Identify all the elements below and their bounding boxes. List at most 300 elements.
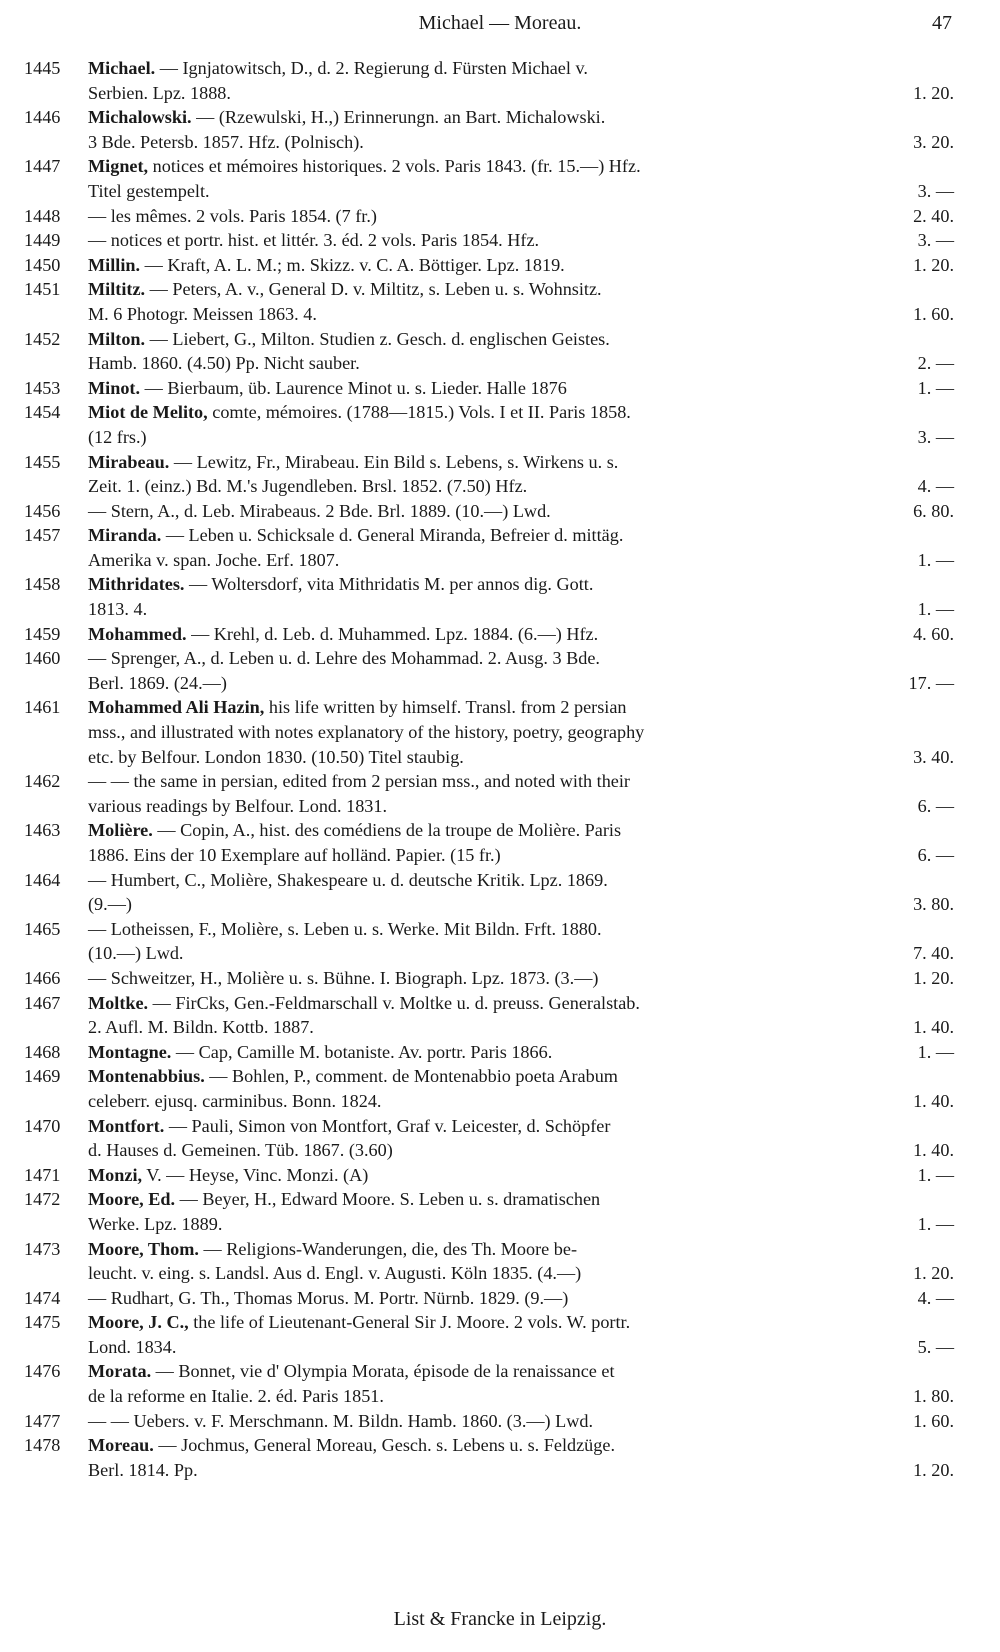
entry-price: 3. — (917, 180, 954, 201)
entry-number: 1452 (24, 328, 61, 349)
page-number: 47 (932, 12, 952, 34)
catalog-entry (24, 204, 954, 229)
entry-description: — Beyer, H., Edward Moore. S. Leben u. s. dramatischen (175, 1189, 601, 1210)
entry-description: 2. Aufl. M. Bildn. Kottb. 1887. (88, 1017, 314, 1038)
entry-line (88, 1384, 954, 1409)
entry-headword: Mohammed. (88, 623, 187, 644)
entry-text (88, 400, 631, 425)
entry-number: 1449 (24, 230, 61, 251)
entry-price: 6. — (917, 845, 954, 865)
entry-line (88, 1335, 954, 1360)
catalog-entry (24, 1286, 954, 1311)
catalog-entry (24, 523, 954, 572)
entry-number: 1477 (24, 1410, 61, 1431)
catalog-entry (24, 1114, 954, 1163)
entry-headword: Moore, Ed. (88, 1189, 176, 1210)
entry-text (88, 1187, 600, 1212)
entry-text (88, 1433, 615, 1458)
entry-headword: Moore, Thom. (88, 1238, 199, 1259)
entry-price: 4. 60. (913, 623, 954, 644)
catalog-entry (24, 1409, 954, 1434)
entry-number: 1445 (24, 58, 61, 78)
entry-text (88, 450, 618, 475)
catalog-entry (24, 646, 954, 695)
catalog-entry (24, 499, 954, 524)
entry-line (88, 1433, 954, 1458)
entry-description: — Kraft, A. L. M.; m. Skizz. v. C. A. Böttiger. Lpz. 1819. (140, 254, 565, 275)
catalog-entry (24, 991, 954, 1040)
entry-text (88, 105, 605, 130)
entry-text (88, 695, 627, 720)
entry-description: M. 6 Photogr. Meissen 1863. 4. (88, 303, 317, 324)
entry-text (88, 1261, 581, 1286)
entry-description: — Cap, Camille M. botaniste. Av. portr. Paris 1866. (171, 1041, 553, 1062)
entry-number: 1471 (24, 1164, 61, 1185)
entry-headword: Moltke. (88, 992, 149, 1013)
entry-headword: Montenabbius. (88, 1066, 205, 1087)
entry-price: 1. — (917, 1164, 954, 1185)
entry-headword: Miranda. (88, 525, 162, 546)
entry-price: 3. 80. (913, 894, 954, 915)
entry-description: — Peters, A. v., General D. v. Miltitz, s. Leben u. s. Wohnsitz. (145, 279, 602, 300)
entry-text (88, 1384, 384, 1409)
entry-price: 4. — (917, 1287, 954, 1308)
entry-text (88, 966, 598, 991)
entry-description: — Copin, A., hist. des comédiens de la troupe de Molière. Paris (152, 820, 622, 841)
entry-text (88, 917, 602, 942)
entry-text (88, 351, 360, 376)
catalog-entry (24, 1433, 954, 1482)
entry-headword: Mithridates. (88, 574, 185, 595)
entry-line (88, 523, 954, 548)
entry-price: 1. 20. (913, 1263, 954, 1284)
catalog-entry (24, 228, 954, 253)
entry-number: 1454 (24, 402, 61, 423)
catalog-entry (24, 105, 954, 154)
catalog-entry (24, 917, 954, 966)
entry-description: — Religions-Wanderungen, die, des Th. Moore be- (198, 1238, 578, 1259)
entry-number: 1464 (24, 869, 61, 890)
entry-price: 6. 80. (913, 500, 954, 521)
catalog-entry (24, 56, 954, 105)
entry-description: — Schweitzer, H., Molière u. s. Bühne. I. Biograph. Lpz. 1873. (3.—) (88, 967, 599, 988)
entry-description: — FirCks, Gen.-Feldmarschall v. Moltke u. d. preuss. Generalstab. (148, 992, 640, 1013)
entry-description: V. — Heyse, Vinc. Monzi. (A) (142, 1164, 369, 1185)
entry-number: 1461 (24, 697, 61, 718)
entry-headword: Mirabeau. (88, 451, 170, 472)
entry-description: — Leben u. Schicksale d. General Miranda, Befreier d. mittäg. (161, 525, 624, 546)
entry-text (88, 1237, 577, 1262)
entry-line (88, 991, 954, 1016)
entry-headword: Monzi, (88, 1164, 143, 1185)
entry-price: 4. — (917, 476, 954, 497)
entry-number: 1455 (24, 451, 61, 472)
entry-text (88, 671, 227, 696)
entry-description: mss., and illustrated with notes explanatory of the history, poetry, geography (88, 722, 645, 743)
entry-headword: Moreau. (88, 1435, 154, 1456)
entry-line (88, 597, 954, 622)
entry-price: 2. 40. (913, 205, 954, 226)
entry-text (88, 1089, 381, 1114)
entry-price: 1. 60. (913, 1410, 954, 1431)
entry-description: — Lotheissen, F., Molière, s. Leben u. s. Werke. Mit Bildn. Frft. 1880. (88, 918, 602, 939)
entry-text (88, 548, 339, 573)
entry-text (88, 474, 527, 499)
entry-line (88, 154, 954, 179)
entry-number: 1465 (24, 918, 61, 939)
entry-description: the life of Lieutenant-General Sir J. Moore. 2 vols. W. portr. (188, 1312, 631, 1333)
entry-line (88, 1138, 954, 1163)
publisher-footer: List & Francke in Leipzig. (393, 1608, 607, 1630)
entry-number: 1473 (24, 1238, 61, 1259)
entry-line (88, 253, 954, 278)
entry-line (88, 941, 954, 966)
entry-price: 3. 20. (913, 131, 954, 152)
entry-description: Serbien. Lpz. 1888. (88, 82, 231, 103)
entry-description: celeberr. ejusq. carminibus. Bonn. 1824. (88, 1090, 382, 1111)
entry-line (88, 818, 954, 843)
entry-headword: Minot. (88, 377, 141, 398)
entry-line (88, 228, 954, 253)
entry-description: — Jochmus, General Moreau, Gesch. s. Lebens u. s. Feldzüge. (153, 1435, 615, 1456)
entry-price: 1. — (917, 549, 954, 570)
entry-line (88, 1409, 954, 1434)
entry-text (88, 130, 364, 155)
entry-number: 1450 (24, 254, 61, 275)
entry-line (88, 1359, 954, 1384)
entry-description: Werke. Lpz. 1889. (88, 1213, 223, 1234)
catalog-entry (24, 327, 954, 376)
entry-text (88, 523, 623, 548)
entry-price: 1. 20. (913, 967, 954, 988)
entry-headword: Milton. (88, 328, 146, 349)
entry-line (88, 1015, 954, 1040)
entry-line (88, 302, 954, 327)
entry-line (88, 622, 954, 647)
entry-description: — (Rzewulski, H.,) Erinnerungn. an Bart. Michalowski. (191, 107, 606, 128)
catalog-entry (24, 1237, 954, 1286)
entry-headword: Morata. (88, 1361, 152, 1382)
entry-text (88, 720, 644, 745)
catalog-entry (24, 154, 954, 203)
entry-number: 1446 (24, 107, 61, 128)
entry-line (88, 327, 954, 352)
entry-price: 1. 20. (913, 1459, 954, 1480)
entry-line (88, 474, 954, 499)
entry-number: 1467 (24, 992, 61, 1013)
entry-description: comte, mémoires. (1788—1815.) Vols. I et II. Paris 1858. (207, 402, 631, 423)
entry-text (88, 179, 210, 204)
entry-headword: Mohammed Ali Hazin, (88, 697, 265, 718)
entry-description: notices et mémoires historiques. 2 vols. Paris 1843. (fr. 15.—) Hfz. (148, 156, 641, 177)
catalog-entry (24, 622, 954, 647)
catalog-entry (24, 400, 954, 449)
entry-line (88, 1064, 954, 1089)
entry-text (88, 253, 565, 278)
entry-headword: Michalowski. (88, 107, 192, 128)
entry-price: 1. 40. (913, 1017, 954, 1038)
entry-number: 1460 (24, 648, 61, 669)
catalog-entry (24, 253, 954, 278)
entry-description: d. Hauses d. Gemeinen. Tüb. 1867. (3.60) (88, 1140, 393, 1161)
entry-price: 17. — (908, 672, 954, 693)
entry-line (88, 695, 954, 720)
entry-text (88, 499, 551, 524)
entry-description: — Pauli, Simon von Montfort, Graf v. Leicester, d. Schöpfer (164, 1115, 611, 1136)
entry-text (88, 991, 640, 1016)
entry-description: — Lewitz, Fr., Mirabeau. Ein Bild s. Lebens, s. Wirkens u. s. (169, 451, 619, 472)
catalog-entry (24, 572, 954, 621)
entry-headword: Michael. (88, 58, 156, 78)
entry-line (88, 1237, 954, 1262)
entry-description: Berl. 1869. (24.—) (88, 672, 227, 693)
entry-description: etc. by Belfour. London 1830. (10.50) Titel staubig. (88, 746, 464, 767)
catalog-entry (24, 769, 954, 818)
entry-price: 1. — (917, 599, 954, 620)
entry-price: 1. 40. (913, 1090, 954, 1111)
entry-line (88, 769, 954, 794)
entry-number: 1463 (24, 820, 61, 841)
entry-description: Lond. 1834. (88, 1336, 177, 1357)
entry-line (88, 204, 954, 229)
entry-headword: Miltitz. (88, 279, 146, 300)
entry-line (88, 794, 954, 819)
entry-number: 1451 (24, 279, 61, 300)
entry-line (88, 1286, 954, 1311)
entry-text (88, 1138, 393, 1163)
entry-headword: Montfort. (88, 1115, 165, 1136)
entry-line (88, 966, 954, 991)
entry-headword: Miot de Melito, (88, 402, 208, 423)
entry-line (88, 917, 954, 942)
catalog-entry (24, 1040, 954, 1065)
catalog-entry (24, 450, 954, 499)
catalog-entries (24, 56, 954, 1482)
entry-number: 1475 (24, 1312, 61, 1333)
entry-text (88, 843, 501, 868)
entry-number: 1472 (24, 1189, 61, 1210)
catalog-entry (24, 818, 954, 867)
entry-price: 3. 40. (913, 746, 954, 767)
running-head (48, 8, 952, 38)
entry-line (88, 843, 954, 868)
entry-line (88, 81, 954, 106)
entry-description: — Bohlen, P., comment. de Montenabbio poeta Arabum (204, 1066, 618, 1087)
entry-price: 1. — (917, 377, 954, 398)
entry-text (88, 204, 377, 229)
entry-number: 1474 (24, 1287, 61, 1308)
entry-price: 1. 20. (913, 254, 954, 275)
entry-price: 1. 40. (913, 1140, 954, 1161)
entry-text (88, 818, 621, 843)
entry-number: 1457 (24, 525, 61, 546)
entry-description: Zeit. 1. (einz.) Bd. M.'s Jugendleben. Brsl. 1852. (7.50) Hfz. (88, 476, 528, 497)
entry-line (88, 56, 954, 81)
entry-description: de la reforme en Italie. 2. éd. Paris 1851. (88, 1386, 384, 1407)
entry-line (88, 179, 954, 204)
entry-number: 1456 (24, 500, 61, 521)
entry-text (88, 1310, 630, 1335)
entry-line (88, 450, 954, 475)
entry-headword: Millin. (88, 254, 141, 275)
entry-text (88, 1212, 222, 1237)
entry-line (88, 1089, 954, 1114)
entry-text (88, 1409, 593, 1434)
entry-description: (12 frs.) (88, 426, 147, 447)
entry-number: 1453 (24, 377, 61, 398)
entry-text (88, 1458, 198, 1483)
entry-number: 1462 (24, 771, 61, 792)
entry-text (88, 302, 317, 327)
catalog-entry (24, 1359, 954, 1408)
entry-number: 1447 (24, 156, 61, 177)
entry-description: Hamb. 1860. (4.50) Pp. Nicht sauber. (88, 353, 360, 374)
entry-text (88, 154, 641, 179)
catalog-entry (24, 1310, 954, 1359)
entry-text (88, 794, 387, 819)
entry-text (88, 646, 600, 671)
entry-text (88, 769, 630, 794)
entry-line (88, 376, 954, 401)
entry-headword: Moore, J. C., (88, 1312, 189, 1333)
entry-text (88, 1015, 314, 1040)
entry-description: — — the same in persian, edited from 2 persian mss., and noted with their (88, 771, 630, 792)
entry-description: — Bierbaum, üb. Laurence Minot u. s. Lieder. Halle 1876 (140, 377, 567, 398)
entry-price: 1. 20. (913, 82, 954, 103)
entry-number: 1448 (24, 205, 61, 226)
entry-description: — Ignjatowitsch, D., d. 2. Regierung d. Fürsten Michael v. (155, 58, 588, 78)
entry-description: — Rudhart, G. Th., Thomas Morus. M. Portr. Nürnb. 1829. (9.—) (88, 1287, 569, 1308)
entry-price: 3. — (917, 230, 954, 251)
entry-description: Amerika v. span. Joche. Erf. 1807. (88, 549, 340, 570)
entry-description: — Sprenger, A., d. Leben u. d. Lehre des Mohammad. 2. Ausg. 3 Bde. (88, 648, 600, 669)
entry-text (88, 572, 593, 597)
entry-line (88, 745, 954, 770)
catalog-entry (24, 1064, 954, 1113)
entry-text (88, 1286, 568, 1311)
entry-text (88, 892, 132, 917)
entry-line (88, 105, 954, 130)
entry-line (88, 1310, 954, 1335)
entry-line (88, 130, 954, 155)
entry-price: 1. 80. (913, 1386, 954, 1407)
entry-description: — Liebert, G., Milton. Studien z. Gesch. d. englischen Geistes. (145, 328, 610, 349)
entry-number: 1466 (24, 967, 61, 988)
entry-description: — notices et portr. hist. et littér. 3. éd. 2 vols. Paris 1854. Hfz. (88, 230, 540, 251)
entry-number: 1468 (24, 1041, 61, 1062)
entry-headword: Montagne. (88, 1041, 172, 1062)
entry-description: (9.—) (88, 894, 132, 915)
entry-line (88, 1163, 954, 1188)
entry-line (88, 1040, 954, 1065)
entry-line (88, 720, 954, 745)
entry-line (88, 671, 954, 696)
catalog-entry (24, 966, 954, 991)
entry-line (88, 425, 954, 450)
entry-text (88, 1359, 615, 1384)
entry-headword: Molière. (88, 820, 153, 841)
entry-text (88, 745, 464, 770)
catalog-entry (24, 1163, 954, 1188)
entry-text (88, 1040, 552, 1065)
catalog-entry (24, 695, 954, 769)
entry-text (88, 597, 147, 622)
catalog-entry (24, 376, 954, 401)
entry-text (88, 1114, 610, 1139)
entry-text (88, 56, 588, 81)
page-title: Michael — Moreau. (418, 12, 582, 34)
entry-line (88, 1458, 954, 1483)
entry-number: 1459 (24, 623, 61, 644)
entry-number: 1478 (24, 1435, 61, 1456)
entry-headword: Mignet, (88, 156, 149, 177)
entry-text (88, 1163, 368, 1188)
entry-line (88, 868, 954, 893)
entry-price: 3. — (917, 426, 954, 447)
entry-price: 6. — (917, 795, 954, 816)
entry-number: 1469 (24, 1066, 61, 1087)
entry-text (88, 81, 231, 106)
entry-text (88, 622, 598, 647)
entry-line (88, 351, 954, 376)
entry-price: 1. — (917, 1213, 954, 1234)
entry-description: — Krehl, d. Leb. d. Muhammed. Lpz. 1884. (6.—) Hfz. (186, 623, 599, 644)
entry-description: — Woltersdorf, vita Mithridatis M. per annos dig. Gott. (184, 574, 594, 595)
entry-line (88, 548, 954, 573)
entry-line (88, 400, 954, 425)
entry-text (88, 327, 610, 352)
entry-line (88, 277, 954, 302)
catalog-entry (24, 868, 954, 917)
entry-text (88, 1064, 618, 1089)
entry-line (88, 572, 954, 597)
entry-description: — Bonnet, vie d' Olympia Morata, épisode de la renaissance et (151, 1361, 615, 1382)
entry-number: 1458 (24, 574, 61, 595)
entry-text (88, 376, 567, 401)
entry-line (88, 1187, 954, 1212)
entry-text (88, 228, 539, 253)
entry-line (88, 1114, 954, 1139)
entry-line (88, 646, 954, 671)
entry-price: 2. — (917, 353, 954, 374)
entry-text (88, 277, 602, 302)
entry-description: 1886. Eins der 10 Exemplare auf holländ. Papier. (15 fr.) (88, 845, 501, 865)
entry-line (88, 499, 954, 524)
entry-number: 1470 (24, 1115, 61, 1136)
entry-price: 1. 60. (913, 303, 954, 324)
entry-description: his life written by himself. Transl. from 2 persian (264, 697, 627, 718)
entry-description: — Humbert, C., Molière, Shakespeare u. d. deutsche Kritik. Lpz. 1869. (88, 869, 608, 890)
entry-description: — Stern, A., d. Leb. Mirabeaus. 2 Bde. Brl. 1889. (10.—) Lwd. (88, 500, 551, 521)
entry-line (88, 1261, 954, 1286)
catalog-entry (24, 1187, 954, 1236)
entry-description: various readings by Belfour. Lond. 1831. (88, 795, 388, 816)
entry-price: 7. 40. (913, 943, 954, 964)
entry-description: Berl. 1814. Pp. (88, 1459, 198, 1480)
entry-number: 1476 (24, 1361, 61, 1382)
entry-line (88, 1212, 954, 1237)
entry-price: 5. — (917, 1336, 954, 1357)
entry-price: 1. — (917, 1041, 954, 1062)
entry-text (88, 1335, 176, 1360)
entry-description: 3 Bde. Petersb. 1857. Hfz. (Polnisch). (88, 131, 364, 152)
entry-description: Titel gestempelt. (88, 180, 210, 201)
entry-description: 1813. 4. (88, 599, 148, 620)
entry-text (88, 425, 147, 450)
entry-description: leucht. v. eing. s. Landsl. Aus d. Engl. v. Augusti. Köln 1835. (4.—) (88, 1263, 582, 1284)
entry-description: — — Uebers. v. F. Merschmann. M. Bildn. Hamb. 1860. (3.—) Lwd. (88, 1410, 594, 1431)
catalog-entry (24, 277, 954, 326)
